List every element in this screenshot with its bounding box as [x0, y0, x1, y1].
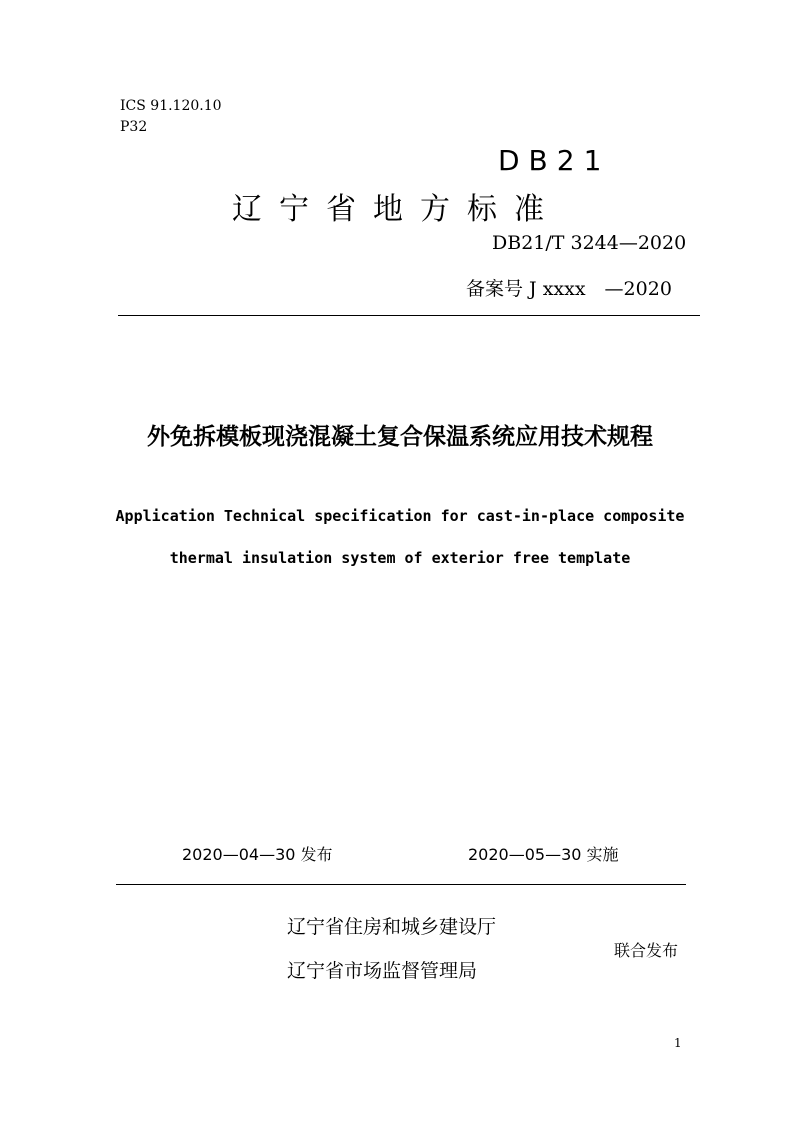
- filing-number: 备案号 J xxxx —2020: [466, 278, 672, 300]
- top-divider: [118, 315, 700, 316]
- joint-publication-label: 联合发布: [614, 941, 679, 960]
- implementation-date: 2020—05—30 实施: [468, 845, 619, 864]
- standard-number: DB21/T 3244—2020: [492, 232, 687, 254]
- page-number: 1: [674, 1036, 682, 1050]
- document-title-chinese: 外免拆模板现浇混凝土复合保温系统应用技术规程: [147, 423, 653, 450]
- publisher-market-supervision-bureau: 辽宁省市场监督管理局: [287, 960, 478, 982]
- document-title-english-line1: Application Technical specification for cast-in-place composite: [115, 507, 685, 525]
- document-title-english-line2: thermal insulation system of exterior free template: [169, 549, 631, 567]
- ics-code: ICS 91.120.10: [120, 98, 222, 114]
- issue-date: 2020—04—30 发布: [182, 845, 333, 864]
- bottom-divider: [116, 884, 686, 885]
- standard-type: 辽宁省地方标准: [232, 192, 561, 227]
- classification-code: P32: [120, 119, 148, 135]
- db-code: DB21: [498, 144, 611, 177]
- publisher-housing-department: 辽宁省住房和城乡建设厅: [287, 916, 497, 938]
